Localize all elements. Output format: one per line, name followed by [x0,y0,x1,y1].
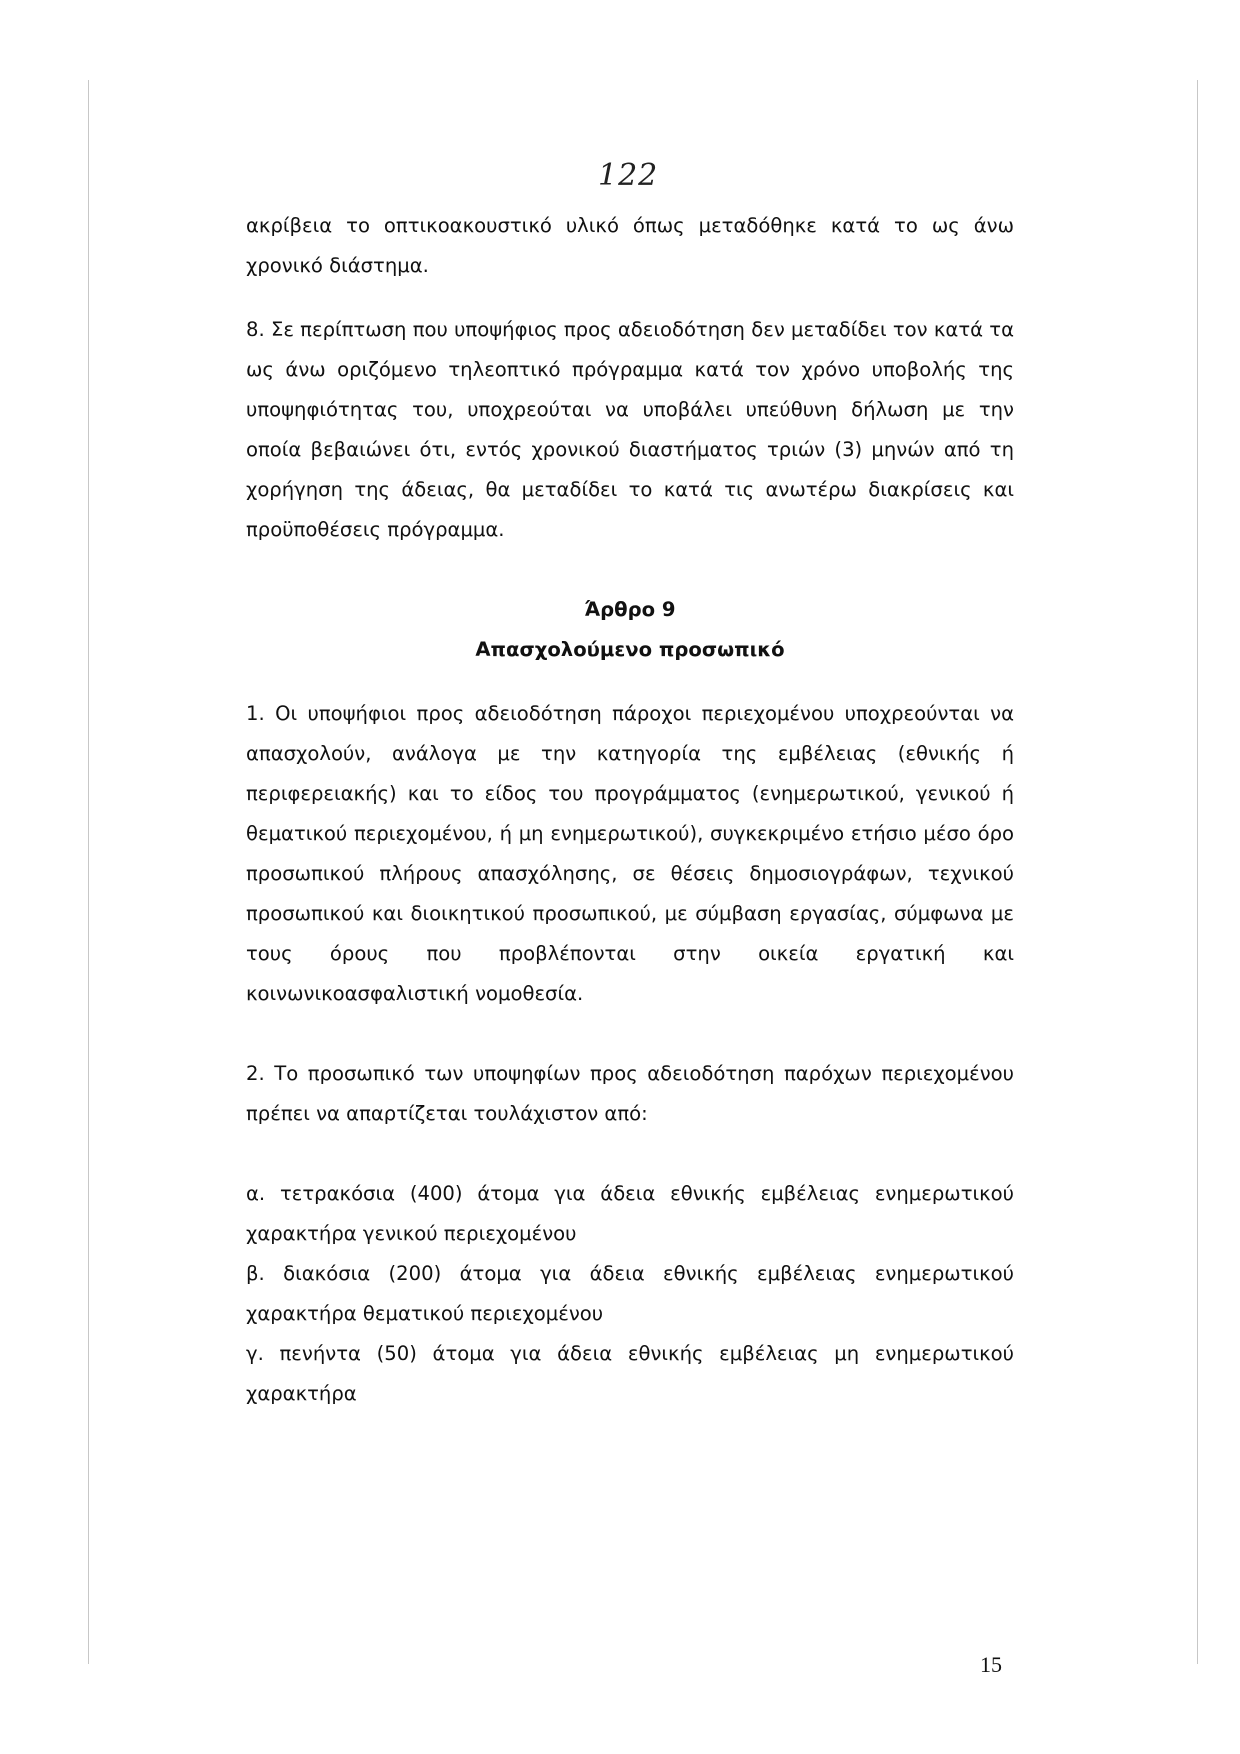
list-item-a: α. τετρακόσια (400) άτομα για άδεια εθνικής εμβέλειας ενημερωτικού χαρακτήρα γενικού περιεχομένου [246,1182,1014,1245]
paragraph-intro: ακρίβεια το οπτικοακουστικό υλικό όπως μεταδόθηκε κατά το ως άνω χρονικό διάστημα. [246,214,1014,277]
paragraph-8: 8. Σε περίπτωση που υποψήφιος προς αδειοδότηση δεν μεταδίδει τον κατά τα ως άνω οριζόμενο τηλεοπτικό πρόγραμμα κατά τον χρόνο υποβολής της υποψηφιότητας του, υποχρεούται να υποβάλει υπεύθυνη δήλωση με την οποία βεβαιώνει ότι, εντός χρονικού διαστήματος τριών (3) μηνών από τη χορήγηση της άδειας, θα μεταδίδει το κατά τις ανωτέρω διακρίσεις και προϋποθέσεις πρόγραμμα. [246,318,1014,541]
article-number: Άρθρο 9 [584,598,676,621]
article-paragraph-1: 1. Οι υποψήφιοι προς αδειοδότηση πάροχοι περιεχομένου υποχρεούνται να απασχολούν, ανάλογα με την κατηγορία της εμβέλειας (εθνικής ή περιφερειακής) και το είδος του προγράμματος (ενημερωτικού, γενικού ή θεματικού περιεχομένου, ή μη ενημερωτικού), συγκεκριμένο ετήσιο μέσο όρο προσωπικού πλήρους απασχόλησης, σε θέσεις δημοσιογράφων, τεχνικού προσωπικού και διοικητικού προσωπικού, με σύμβαση εργασίας, σύμφωνα με τους όρους που προβλέπονται στην οικεία εργατική και κοινωνικοασφαλιστική νομοθεσία. [246,702,1014,1005]
article-title: Απασχολούμενο προσωπικό [475,638,785,661]
scan-edge-left [88,80,89,1664]
scan-edge-right [1197,80,1198,1664]
page-number: 15 [980,1652,1002,1677]
list-item-c: γ. πενήντα (50) άτομα για άδεια εθνικής εμβέλειας μη ενημερωτικού χαρακτήρα [246,1342,1014,1405]
document-body [246,206,1014,1414]
list-item-b: β. διακόσια (200) άτομα για άδεια εθνικής εμβέλειας ενημερωτικού χαρακτήρα θεματικού περιεχομένου [246,1262,1014,1325]
handwritten-note: 122 [598,158,659,193]
article-paragraph-2: 2. Το προσωπικό των υποψηφίων προς αδειοδότηση παρόχων περιεχομένου πρέπει να απαρτίζεται τουλάχιστον από: [246,1062,1014,1125]
